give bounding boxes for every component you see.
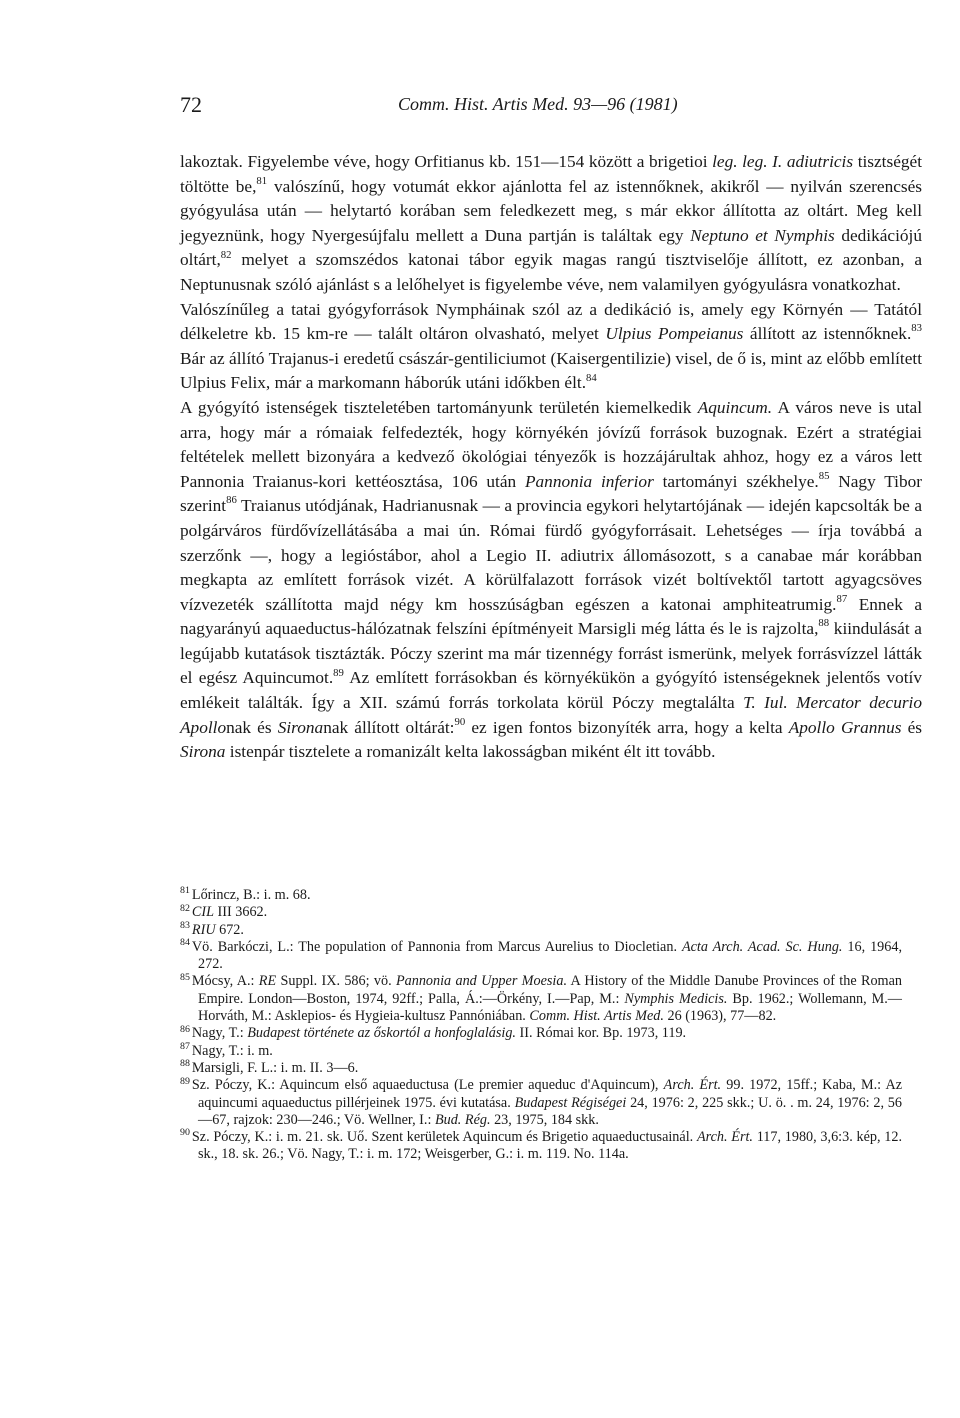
footnote-ref[interactable]: 84 (586, 371, 597, 384)
footnote-ref[interactable]: 90 (454, 715, 466, 728)
body-text (180, 150, 922, 765)
footnote-ref[interactable]: 89 (333, 666, 344, 679)
footnote-ref[interactable]: 82 (220, 248, 232, 261)
footnotes (180, 887, 902, 1164)
paragraph: A gyógyító istenségek tiszteletében tartományunk területén kiemelkedik Aquincum. A város neve is utal arra, hogy már a rómaiak felfedezték, hogy környékén jóvízű források buzognak. Ezért a stratégiai feltételek mellett bizonyára a kedvező ökológiai tényezők is hozzájárultak ahhoz, hogy ez a város lett Pannonia Traianus-kori kettéosztása, 106 után Pannonia inferior tartományi székhelye.$^{85}$ Nagy Tibor szerint$^{86}$ Traianus utódjának, Hadrianusnak — a provincia egykori helytartójának — idején kapcsolták be a polgárváros fürdővízellátásába a mai ún. Római fürdő gyógyforrásait. Lehetséges — írja továbbá a szerzőnk —, hogy a legióstábor, ahol a Legio II. adiutrix állomásozott, s a canabae már korábban megkapta az említett források vizét. A körülfalazott források vizét boltívektől tartott agyagcsöves vízvezeték szállította majd négy km hosszúságban egészen a katonai amphiteatrumig.$^{87}$ Ennek a nagyarányú aquaeductus-hálózatnak felszíni építményeit Marsigli még látta és le is rajzolta,$^{88}$ kiindulását a legújabb kutatások tisztázták. Póczy szerint ma már tizennégy forrást ismerünk, melyek forrásvízzel látták el egész Aquincumot.$^{89}$ Az említett forrásokban és környékükön a gyógyító istenségeknek jelentős votív emlékeit találták. Így a XII. számú forrás torkolata körül Póczy megtalálta T. Iul. Mercator decurio Apollonak és Sironanak állított oltárát:$^{90}$ ez igen fontos bizonyíték arra, hogy a kelta Apollo Grannus és Sirona istenpár tisztelete a romanizált kelta lakosságban miként élt itt tovább. (180, 397, 922, 762)
footnote: $^{82}$ CIL III 3662. (180, 902, 268, 921)
footnote-ref[interactable]: 83 (911, 322, 922, 335)
footnote: $^{87}$ Nagy, T.: i. m. (180, 1040, 273, 1059)
footnote-ref[interactable]: 81 (256, 174, 268, 187)
page-number: 72 (180, 92, 202, 117)
footnote: $^{84}$ Vö. Barkóczi, L.: The population of Pannonia from Marcus Aurelius to Diocletian. Acta Arch. Acad. Sc. Hung. 16, 1964, 272. (180, 937, 903, 973)
paragraph: Valószínűleg a tatai gyógyforrások Nympháinak szól az a dedikáció is, amely egy Környén — Tatától délkeletre kb. 15 km-re — talált oltáron olvasható, melyet Ulpius Pompeianus állított az istennőknek.$^{83}$ Bár az állító Trajanus-i eredetű császár-gentiliciumot (Kaisergentilizie) visel, de ő is, mint az előbb említett Ulpius Felix, már a markomann háborúk utáni időkben élt.$^{84}$ (180, 299, 922, 393)
footnote: $^{85}$ Mócsy, A.: RE Suppl. IX. 586; vö. Pannonia and Upper Moesia. A History of the Middle Danube Provinces of the Roman Empire. London—Boston, 1974, 92ff.; Palla, Á.:—Örkény, I.—Pap, M.: Nymphis Medicis. Bp. 1962.; Wollemann, M.—Horváth, M.: Asklepios- és Hygieia-kultusz Pannóniában. Comm. Hist. Artis Med. 26 (1963), 77—82. (180, 971, 902, 1025)
paragraph: lakoztak. Figyelembe véve, hogy Orfitianus kb. 151—154 között a brigetioi leg. leg. I. adiutricis tisztségét töltötte be,$^{81}$ valószínű, hogy votumát ekkor ajánlotta fel az istennőknek, akikről — nyilván szerencsés gyógyulása után — helytartó korában sem feledkezett meg, s már ekkor állította az oltárt. Meg kell jegyeznünk, hogy Nyergesújfalu mellett a Duna partján is találtak egy Neptuno et Nymphis dedikációjú oltárt,$^{82}$ melyet a szomszédos katonai tábor egyik magas rangú tisztviselője állított, ez azonban, a Neptunusnak szóló ajánlást s a lelőhelyet is figyelembe véve, nem valamilyen gyógyulásra vonatkozhat. (180, 152, 922, 294)
footnote: $^{81}$ Lőrincz, B.: i. m. 68. (180, 885, 311, 903)
footnote-ref[interactable]: 88 (818, 617, 830, 630)
footnote: $^{89}$ Sz. Póczy, K.: Aquincum első aquaeductusa (Le premier aqueduc d'Aquincum), Arch. Ért. 99. 1972, 15ff.; Kaba, M.: Az aquincumi aquaeductus pillérjeinek 1975. évi kutatása. Budapest Régiségei 24, 1976: 2, 225 skk.; U. ö. . m. 24, 1976: 2, 56—67, rajzok: 230—246.; Vö. Wellner, I.: Bud. Rég. 23, 1975, 184 skk. (180, 1075, 902, 1128)
footnote: $^{83}$ RIU 672. (180, 919, 244, 938)
footnote: $^{88}$ Marsigli, F. L.: i. m. II. 3—6. (180, 1058, 359, 1076)
page-header (180, 92, 920, 122)
footnote: $^{90}$ Sz. Póczy, K.: i. m. 21. sk. Uő. Szent kerületek Aquincum és Brigetio aquaeductusainál. Arch. Ért. 117, 1980, 3,6:3. kép, 12. sk., 18. sk. 26.; Vö. Nagy, T.: i. m. 172; Weisgerber, G.: i. m. 119. No. 114a. (180, 1127, 902, 1163)
footnote: $^{86}$ Nagy, T.: Budapest története az őskortól a honfoglalásig. II. Római kor. Bp. 1973, 119. (180, 1023, 687, 1042)
footnote-ref[interactable]: 87 (836, 592, 848, 605)
footnote-ref[interactable]: 85 (818, 469, 830, 482)
footnote-ref[interactable]: 86 (226, 494, 237, 507)
running-title: Comm. Hist. Artis Med. 93—96 (1981) (398, 94, 678, 114)
